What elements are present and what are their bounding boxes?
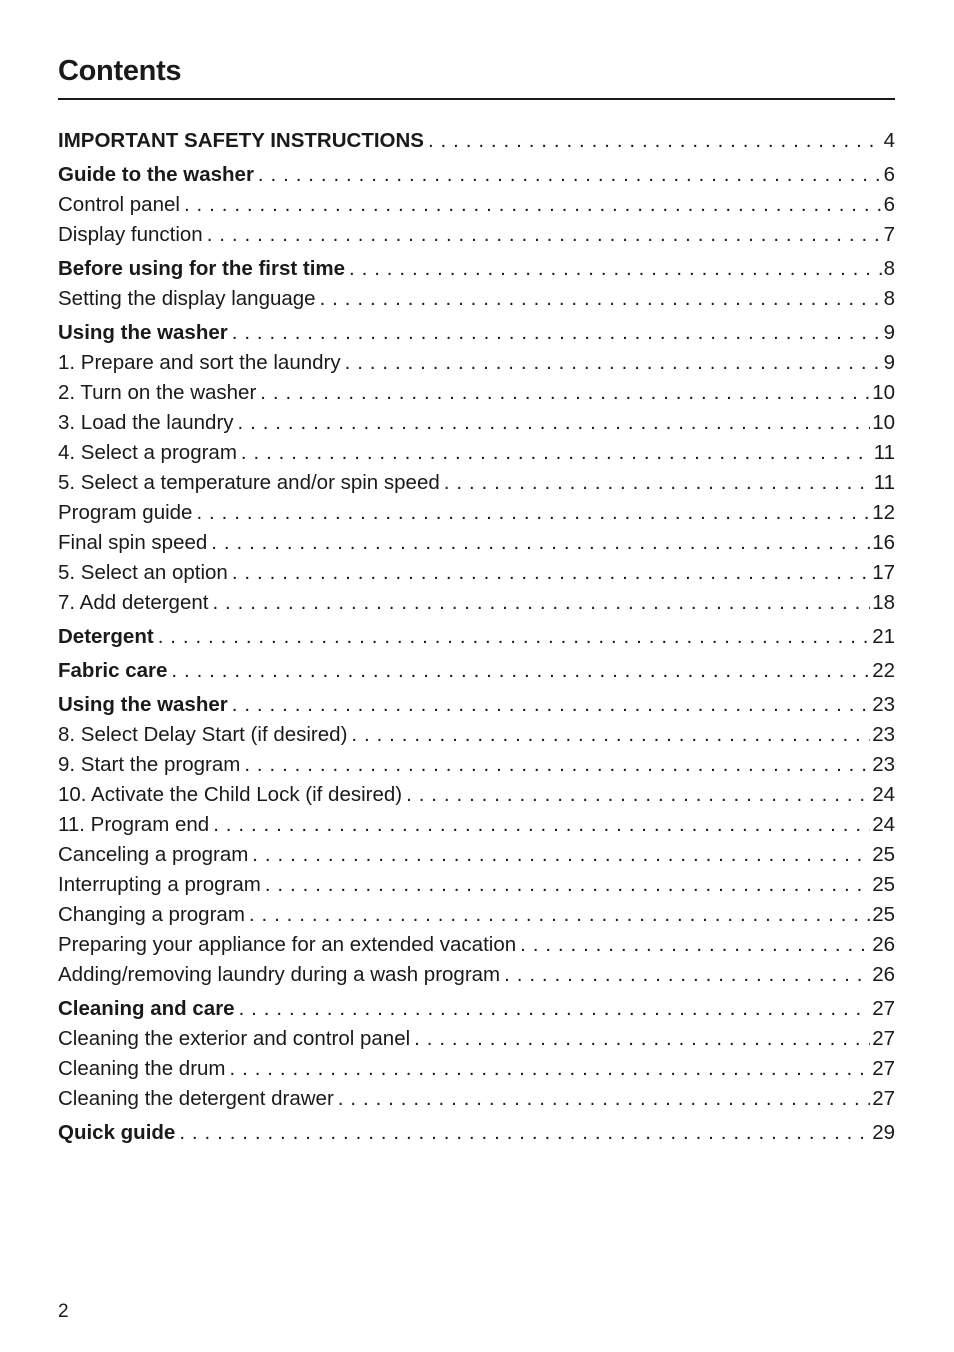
toc-entry-page: 11 <box>873 441 895 464</box>
dot-leader <box>265 870 870 900</box>
toc-entry-label: Program guide <box>58 501 193 524</box>
toc-entry-label: Cleaning the exterior and control panel <box>58 1027 411 1050</box>
dot-leader <box>196 498 870 528</box>
toc-entry-label: 7. Add detergent <box>58 591 209 614</box>
toc-entry-label: Setting the display language <box>58 287 316 310</box>
toc-entry-page: 6 <box>883 193 895 216</box>
toc-entry-page: 11 <box>873 471 895 494</box>
toc-entry-label: Fabric care <box>58 659 168 682</box>
dot-leader <box>349 254 882 284</box>
toc-entry-page: 29 <box>872 1121 895 1144</box>
toc-entry-label: Using the washer <box>58 693 228 716</box>
dot-leader <box>406 780 870 810</box>
dot-leader <box>179 1118 870 1148</box>
toc-section-entry[interactable] <box>58 126 895 156</box>
dot-leader <box>520 930 870 960</box>
toc-entry-page: 8 <box>883 287 895 310</box>
dot-leader <box>444 468 872 498</box>
toc-entry-label: 5. Select a temperature and/or spin speed <box>58 471 440 494</box>
toc-entry[interactable] <box>58 284 895 314</box>
toc-entry[interactable] <box>58 1054 895 1084</box>
toc-entry-label: Interrupting a program <box>58 873 261 896</box>
toc-section-entry[interactable] <box>58 690 895 720</box>
dot-leader <box>351 720 870 750</box>
toc-entry[interactable] <box>58 810 895 840</box>
page-title: Contents <box>58 55 182 87</box>
toc-entry-label: Display function <box>58 223 203 246</box>
toc-entry-label: Changing a program <box>58 903 245 926</box>
dot-leader <box>232 318 882 348</box>
toc-entry[interactable] <box>58 558 895 588</box>
toc-entry-label: 3. Load the laundry <box>58 411 234 434</box>
toc-entry-page: 9 <box>883 321 895 344</box>
toc-section-entry[interactable] <box>58 622 895 652</box>
toc-entry[interactable] <box>58 750 895 780</box>
toc-entry-label: 9. Start the program <box>58 753 241 776</box>
toc-entry-page: 18 <box>872 591 895 614</box>
dot-leader <box>207 220 882 250</box>
page-number: 2 <box>58 1301 69 1322</box>
toc-entry-page: 27 <box>872 1087 895 1110</box>
toc-entry-page: 23 <box>872 723 895 746</box>
toc-entry[interactable] <box>58 498 895 528</box>
toc-entry[interactable] <box>58 1024 895 1054</box>
toc-entry-page: 7 <box>883 223 895 246</box>
toc-entry-label: Using the washer <box>58 321 228 344</box>
toc-entry-page: 26 <box>872 963 895 986</box>
dot-leader <box>504 960 870 990</box>
toc-entry-page: 25 <box>872 903 895 926</box>
dot-leader <box>212 588 870 618</box>
dot-leader <box>320 284 882 314</box>
toc-entry-label: Final spin speed <box>58 531 208 554</box>
toc-entry-label: 4. Select a program <box>58 441 237 464</box>
toc-entry-page: 6 <box>883 163 895 186</box>
dot-leader <box>258 160 882 190</box>
dot-leader <box>249 900 870 930</box>
toc-entry-label: Guide to the washer <box>58 163 254 186</box>
toc-entry[interactable] <box>58 378 895 408</box>
toc-entry-page: 23 <box>872 753 895 776</box>
toc-section-entry[interactable] <box>58 1118 895 1148</box>
toc-entry-label: Quick guide <box>58 1121 176 1144</box>
toc-entry-label: 11. Program end <box>58 813 210 836</box>
dot-leader <box>260 378 870 408</box>
toc-entry-label: Cleaning and care <box>58 997 235 1020</box>
toc-entry-page: 27 <box>872 1027 895 1050</box>
toc-entry[interactable] <box>58 840 895 870</box>
toc-entry[interactable] <box>58 870 895 900</box>
dot-leader <box>213 810 870 840</box>
dot-leader <box>238 408 871 438</box>
dot-leader <box>184 190 882 220</box>
toc-entry-page: 16 <box>872 531 895 554</box>
toc-entry[interactable] <box>58 780 895 810</box>
toc-entry-page: 9 <box>883 351 895 374</box>
toc-entry[interactable] <box>58 190 895 220</box>
toc-entry[interactable] <box>58 348 895 378</box>
toc-entry-label: Detergent <box>58 625 154 648</box>
toc-entry-label: 2. Turn on the washer <box>58 381 257 404</box>
toc-entry-label: Cleaning the drum <box>58 1057 226 1080</box>
toc-entry-page: 23 <box>872 693 895 716</box>
toc-entry-page: 10 <box>872 411 895 434</box>
toc-entry-page: 22 <box>872 659 895 682</box>
toc-entry-label: IMPORTANT SAFETY INSTRUCTIONS <box>58 129 424 152</box>
toc-entry-label: Before using for the first time <box>58 257 346 280</box>
toc-entry[interactable] <box>58 408 895 438</box>
toc-entry-page: 24 <box>872 813 895 836</box>
dot-leader <box>239 994 871 1024</box>
toc-entry-page: 27 <box>872 997 895 1020</box>
dot-leader <box>171 656 870 686</box>
dot-leader <box>428 126 882 156</box>
toc-section-entry[interactable] <box>58 656 895 686</box>
toc-entry-page: 24 <box>872 783 895 806</box>
dot-leader <box>241 438 872 468</box>
toc-entry[interactable] <box>58 1084 895 1114</box>
toc-section-entry[interactable] <box>58 318 895 348</box>
toc-entry-page: 12 <box>872 501 895 524</box>
toc-entry-label: Canceling a program <box>58 843 249 866</box>
toc-entry[interactable] <box>58 220 895 250</box>
toc-entry-page: 27 <box>872 1057 895 1080</box>
toc-section-entry[interactable] <box>58 160 895 190</box>
dot-leader <box>211 528 870 558</box>
dot-leader <box>338 1084 870 1114</box>
toc-entry[interactable] <box>58 900 895 930</box>
toc-entry[interactable] <box>58 438 895 468</box>
toc-entry-page: 21 <box>872 625 895 648</box>
toc-entry-page: 4 <box>883 129 895 152</box>
dot-leader <box>158 622 871 652</box>
toc-section-entry[interactable] <box>58 994 895 1024</box>
dot-leader <box>232 558 870 588</box>
dot-leader <box>230 1054 871 1084</box>
toc-entry-label: Adding/removing laundry during a wash program <box>58 963 501 986</box>
toc-entry[interactable] <box>58 468 895 498</box>
dot-leader <box>414 1024 870 1054</box>
toc-entry-label: 5. Select an option <box>58 561 228 584</box>
toc-entry[interactable] <box>58 528 895 558</box>
dot-leader <box>252 840 870 870</box>
toc-entry[interactable] <box>58 930 895 960</box>
toc-entry-page: 10 <box>872 381 895 404</box>
toc-entry[interactable] <box>58 720 895 750</box>
toc-entry-page: 8 <box>883 257 895 280</box>
dot-leader <box>244 750 870 780</box>
dot-leader <box>345 348 882 378</box>
toc-entry-page: 25 <box>872 873 895 896</box>
dot-leader <box>232 690 870 720</box>
table-of-contents <box>58 126 895 1148</box>
toc-entry-page: 17 <box>872 561 895 584</box>
toc-entry-label: 8. Select Delay Start (if desired) <box>58 723 348 746</box>
toc-section-entry[interactable] <box>58 254 895 284</box>
toc-entry[interactable] <box>58 588 895 618</box>
toc-entry-page: 25 <box>872 843 895 866</box>
toc-entry-label: 1. Prepare and sort the laundry <box>58 351 341 374</box>
toc-entry-label: Cleaning the detergent drawer <box>58 1087 334 1110</box>
toc-entry-label: 10. Activate the Child Lock (if desired) <box>58 783 403 806</box>
toc-entry[interactable] <box>58 960 895 990</box>
toc-entry-label: Preparing your appliance for an extended vacation <box>58 933 517 956</box>
toc-entry-page: 26 <box>872 933 895 956</box>
toc-entry-label: Control panel <box>58 193 180 216</box>
title-divider <box>58 98 895 100</box>
